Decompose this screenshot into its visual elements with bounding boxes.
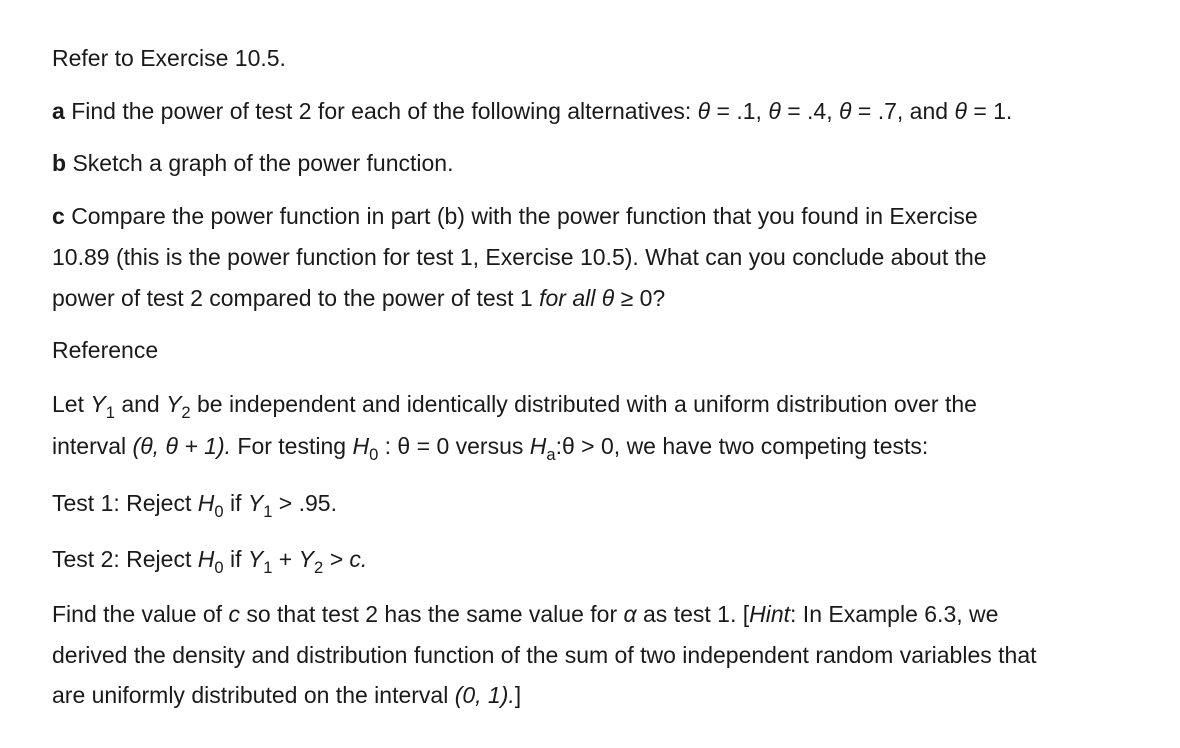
c-var: c	[228, 601, 240, 627]
for-testing-text: For testing	[237, 433, 347, 459]
ha-var: $H_a$	[529, 433, 556, 464]
final-text-e: : In Example 6.3, we	[790, 601, 999, 627]
y1-var: $Y_1$	[247, 546, 273, 577]
h0-var: $H_0$	[197, 490, 224, 521]
reference-line-1	[52, 389, 977, 422]
theta-symbol: θ	[768, 98, 781, 124]
equals-sign: =	[787, 98, 801, 124]
reference-heading	[52, 335, 158, 365]
h0-var: $H_0$	[197, 546, 224, 577]
y2-var: $Y_2$	[166, 391, 191, 422]
and-word: and	[121, 391, 160, 417]
versus-word: versus	[455, 433, 524, 459]
y2-var: $Y_2$	[298, 546, 324, 577]
closing-bracket: ]	[514, 682, 522, 708]
final-line-3	[52, 680, 521, 710]
reference-text-1: be independent and identically distributed with a uniform distribution over the	[197, 391, 977, 417]
part-c-line-2	[52, 242, 987, 272]
part-c-label: c	[52, 203, 65, 229]
h0-var: $H_0$	[352, 433, 379, 464]
equals-sign: =	[716, 98, 730, 124]
theta-symbol: θ	[839, 98, 852, 124]
alpha-symbol: α	[623, 601, 637, 627]
theta-symbol: θ	[697, 98, 711, 124]
alt-value-4: 1.	[993, 98, 1013, 124]
final-text-a: Find the value of	[52, 601, 223, 627]
part-b-line	[52, 148, 453, 178]
part-a-text: Find the power of test 2 for each of the following alternatives:	[71, 98, 692, 124]
part-c-italic: for all θ	[539, 285, 615, 311]
reference-heading-text: Reference	[52, 337, 159, 363]
let-word: Let	[52, 391, 84, 417]
hint-label: Hint	[749, 601, 791, 627]
test-1-condition: > .95.	[278, 490, 337, 516]
part-c-line-3	[52, 283, 665, 313]
part-c-tail: ≥ 0?	[620, 285, 666, 311]
alt-value-3: .7,	[877, 98, 904, 124]
interval-expr: (θ, θ + 1).	[132, 433, 231, 459]
part-a-line	[52, 96, 1012, 126]
test-2-label: Test 2: Reject	[52, 546, 192, 572]
y1-var: $Y_1$	[247, 490, 273, 521]
plus-sign: +	[278, 546, 293, 572]
part-b-label: b	[52, 150, 67, 176]
test-1-line	[52, 488, 337, 521]
if-word: if	[229, 490, 242, 516]
equals-sign: =	[857, 98, 872, 124]
if-word: if	[229, 546, 242, 572]
final-text-2: derived the density and distribution function of the sum of two independent random variables that	[52, 642, 1037, 668]
intro-line	[52, 43, 286, 73]
final-text-3: are uniformly distributed on the interval	[52, 682, 449, 708]
intro-text: Refer to Exercise 10.5.	[52, 45, 286, 71]
final-text-d: as test 1. [	[643, 601, 750, 627]
final-text-b: so that test 2 has the same value for	[246, 601, 618, 627]
alt-hypothesis: :θ > 0,	[555, 433, 621, 459]
part-c-text-2: 10.89 (this is the power function for test 1, Exercise 10.5). What can you conclude about the	[52, 244, 987, 270]
reference-text-2: we have two competing tests:	[626, 433, 929, 459]
test-1-label: Test 1: Reject	[52, 490, 192, 516]
part-c-line-1	[52, 201, 978, 231]
part-a-label: a	[52, 98, 65, 124]
theta-symbol: θ	[954, 98, 967, 124]
reference-line-2	[52, 431, 929, 464]
y1-var: $Y_1$	[90, 391, 115, 422]
alt-value-1: .1,	[736, 98, 762, 124]
null-hypothesis: : θ = 0	[384, 433, 450, 459]
final-line-2	[52, 640, 1037, 670]
final-line-1	[52, 599, 998, 629]
equals-sign: =	[973, 98, 987, 124]
part-b-text: Sketch a graph of the power function.	[72, 150, 454, 176]
alt-value-2: .4,	[807, 98, 833, 124]
test-2-line	[52, 544, 368, 577]
test-2-condition: > c.	[329, 546, 368, 572]
part-c-text-1: Compare the power function in part (b) with the power function that you found in Exercise	[71, 203, 978, 229]
interval-word: interval	[52, 433, 127, 459]
part-c-text-3: power of test 2 compared to the power of test 1	[52, 285, 533, 311]
unit-interval-expr: (0, 1).	[454, 682, 515, 708]
and-word: and	[909, 98, 949, 124]
